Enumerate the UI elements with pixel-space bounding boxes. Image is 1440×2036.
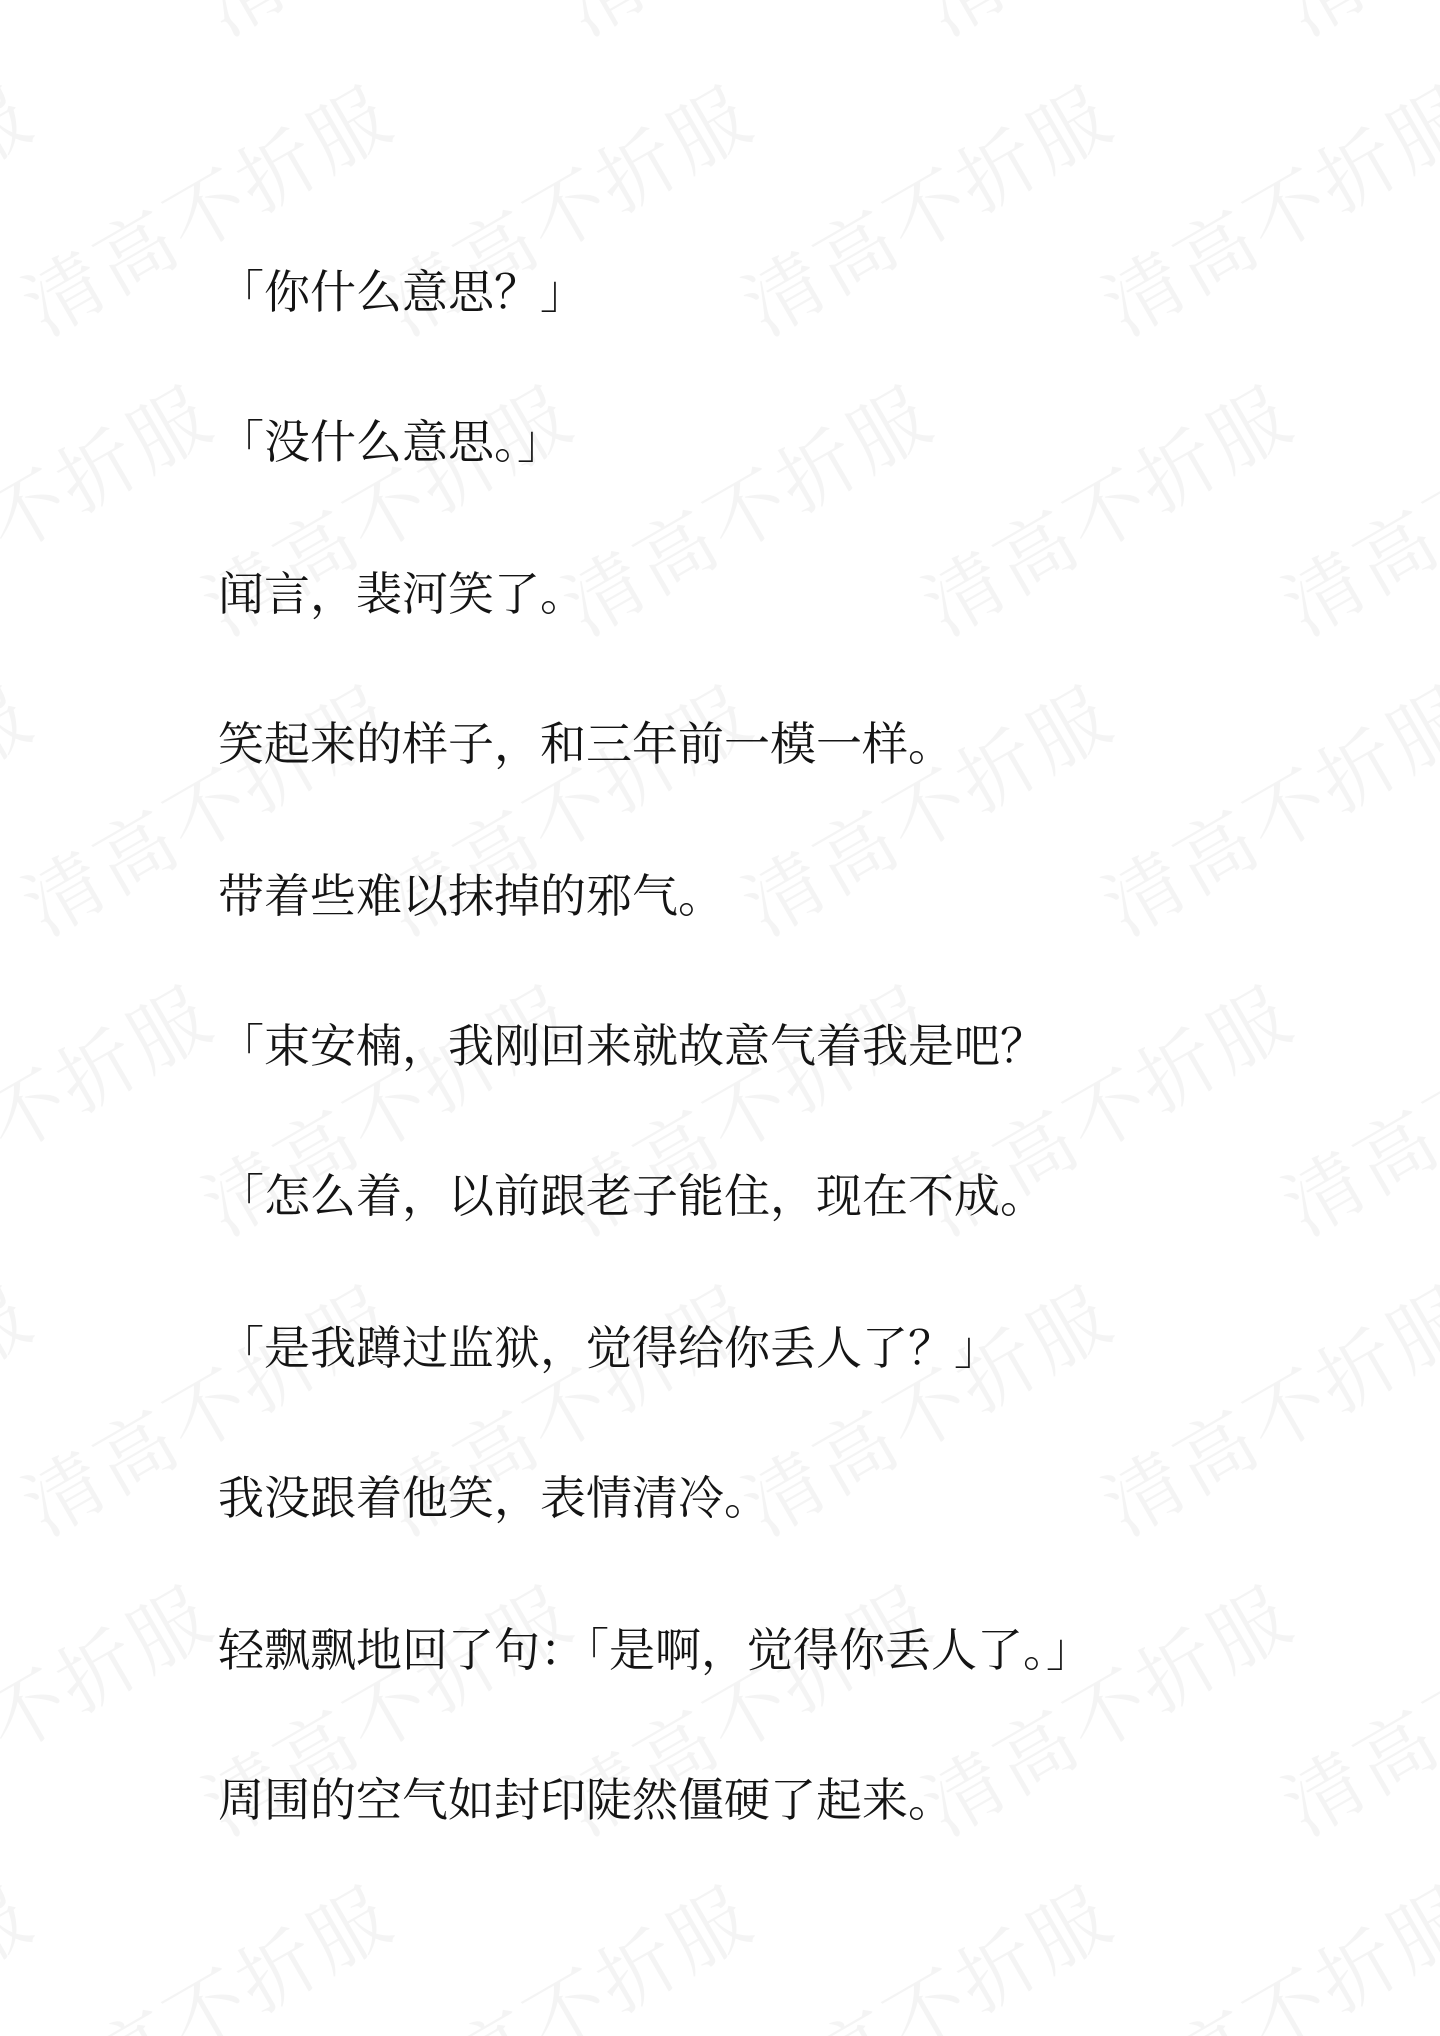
paragraph: 闻言，裴河笑了。 [218, 567, 586, 621]
paragraph: 带着些难以抹掉的邪气。 [218, 869, 724, 923]
paragraph: 「没什么意思。」 [218, 415, 563, 469]
paragraph: 周围的空气如封印陡然僵硬了起来。 [218, 1773, 954, 1827]
paragraph: 我没跟着他笑，表情清冷。 [218, 1471, 770, 1525]
paragraph: 「你什么意思？」 [218, 265, 586, 319]
paragraph: 「束安楠，我刚回来就故意气着我是吧？ [218, 1019, 1046, 1073]
paragraph: 笑起来的样子，和三年前一模一样。 [218, 717, 954, 771]
paragraph: 「是我蹲过监狱，觉得给你丢人了？」 [218, 1321, 1000, 1375]
paragraph: 「怎么着，以前跟老子能住，现在不成。 [218, 1169, 1046, 1223]
paragraph: 轻飘飘地回了句：「是啊，觉得你丢人了。」 [218, 1623, 1092, 1677]
